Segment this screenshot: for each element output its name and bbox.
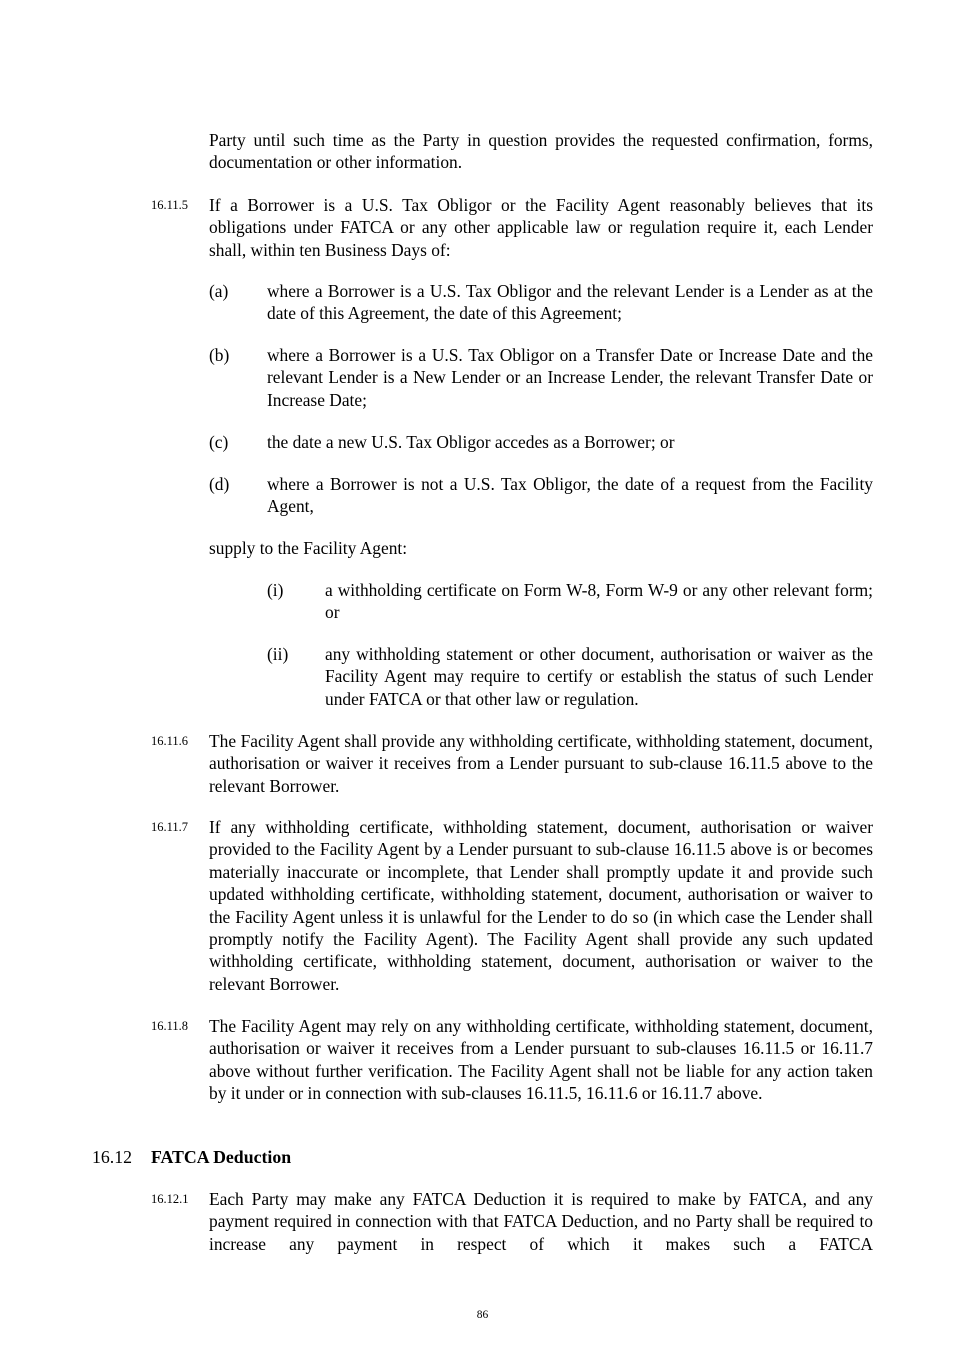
section-number-16-12: 16.12: [92, 1147, 133, 1167]
supply-line: supply to the Facility Agent:: [209, 538, 408, 558]
clause-number-16-11-5: 16.11.5: [151, 198, 189, 212]
item-d-label: (d): [209, 474, 230, 494]
item-a-text: where a Borrower is a U.S. Tax Obligor and the relevant Lender is a Lender as at the date of this Agreement, the date of this Agreement;: [267, 281, 873, 324]
clause-16-11-8-text: The Facility Agent may rely on any withholding certificate, withholding statement, document, authorisation or waiver it receives from a Lender pursuant to sub-clauses 16.11.5 or 16.11.7 above without further verification. The Facility Agent shall not be liable for any action taken by it under or in connection with sub-clauses 16.11.5, 16.11.6 or 16.11.7 above.: [209, 1016, 873, 1104]
clause-number-16-11-7: 16.11.7: [151, 820, 189, 834]
section-title: FATCA Deduction: [151, 1147, 292, 1167]
subitem-ii-label: (ii): [267, 644, 289, 664]
item-c-text: the date a new U.S. Tax Obligor accedes as a Borrower; or: [267, 432, 675, 452]
clause-16-11-5-text: If a Borrower is a U.S. Tax Obligor or the Facility Agent reasonably believes that its obligations under FATCA or any other applicable law or regulation require it, each Lender shall, within ten Business Days of:: [209, 195, 873, 260]
clause-number-16-11-8: 16.11.8: [151, 1019, 189, 1033]
item-b-text: where a Borrower is a U.S. Tax Obligor on a Transfer Date or Increase Date and the relevant Lender is a New Lender or an Increase Lender, the relevant Transfer Date or Increase Date;: [267, 345, 873, 410]
subitem-i-label: (i): [267, 580, 284, 600]
subitem-ii-text: any withholding statement or other document, authorisation or waiver as the Facility Agent may require to certify or establish the status of such Lender under FATCA or that other law or regulation.: [325, 644, 873, 709]
continuation-paragraph: Party until such time as the Party in question provides the requested confirmation, forms, documentation or other information.: [209, 130, 873, 173]
clause-number-16-11-6: 16.11.6: [151, 734, 189, 748]
clause-16-11-7-text: If any withholding certificate, withholding statement, document, authorisation or waiver provided to the Facility Agent by a Lender pursuant to sub-clause 16.11.5 above is or becomes materially inaccurate or incomplete, that Lender shall promptly update it and provide such updated withholding certificate, withholding statement, document, authorisation or waiver to the Facility Agent unless it is unlawful for the Lender to do so (in which case the Lender shall promptly notify the Facility Agent). The Facility Agent shall provide any such updated withholding certificate, withholding statement, document, authorisation or waiver to the relevant Borrower.: [209, 817, 873, 994]
item-a-label: (a): [209, 281, 229, 301]
clause-16-11-6-text: The Facility Agent shall provide any withholding certificate, withholding statement, document, authorisation or waiver it receives from a Lender pursuant to sub-clause 16.11.5 above to the relevant Borrower.: [209, 731, 873, 796]
item-b-label: (b): [209, 345, 230, 365]
item-c-label: (c): [209, 432, 229, 452]
clause-16-12-1-text: Each Party may make any FATCA Deduction it is required to make by FATCA, and any payment required in connection with that FATCA Deduction, and no Party shall be required to increase any payment in respect of which it makes such a FATCA: [209, 1189, 873, 1254]
clause-number-16-12-1: 16.12.1: [151, 1192, 189, 1206]
item-d-text: where a Borrower is not a U.S. Tax Obligor, the date of a request from the Facility Agent,: [267, 474, 873, 517]
page-number: 86: [476, 1309, 489, 1321]
subitem-i-text: a withholding certificate on Form W-8, Form W-9 or any other relevant form; or: [325, 580, 873, 623]
